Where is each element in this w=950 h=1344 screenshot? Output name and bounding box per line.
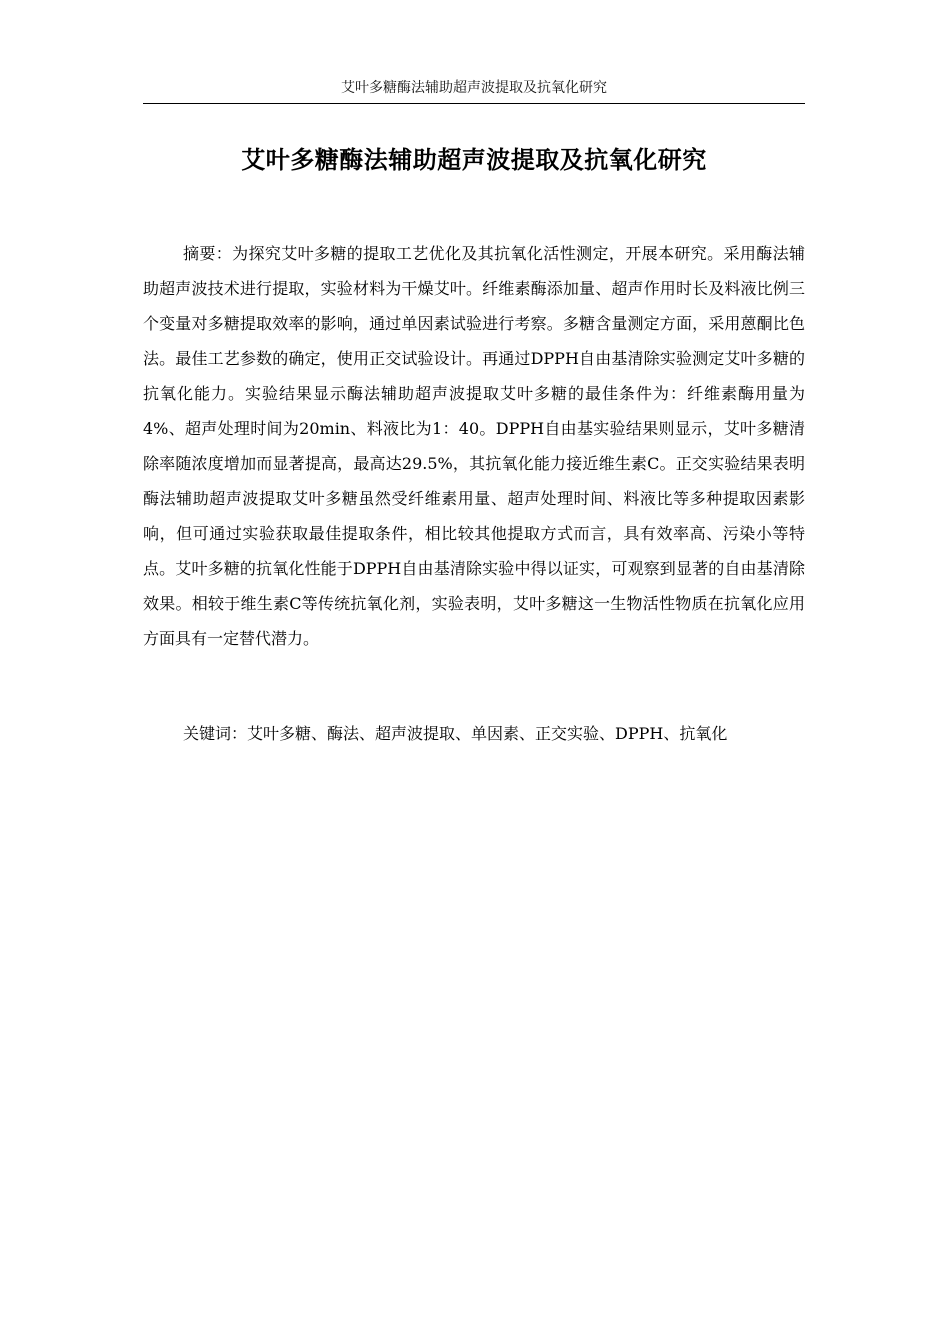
keywords-text: 艾叶多糖、酶法、超声波提取、单因素、正交实验、DPPH、抗氧化 (247, 724, 728, 743)
running-header: 艾叶多糖酶法辅助超声波提取及抗氧化研究 (341, 80, 607, 96)
keywords-label: 关键词： (183, 724, 248, 743)
abstract-text: 为探究艾叶多糖的提取工艺优化及其抗氧化活性测定，开展本研究。采用酶法辅助超声波技术进行提取，实验材料为干燥艾叶。纤维素酶添加量、超声作用时长及料液比例三个变量对多糖提取效率的影响，通过单因素试验进行考察。多糖含量测定方面，采用蒽酮比色法。最佳工艺参数的确定，使用正交试验设计。再通过DPPH自由基清除实验测定艾叶多糖的抗氧化能力。实验结果显示酶法辅助超声波提取艾叶多糖的最佳条件为：纤维素酶用量为4%、超声处理时间为20min、料液比为1：40。DPPH自由基实验结果则显示，艾叶多糖清除率随浓度增加而显著提高，最高达29.5%，其抗氧化能力接近维生素C。正交实验结果表明酶法辅助超声波提取艾叶多糖虽然受纤维素用量、超声处理时间、料液比等多种提取因素影响，但可通过实验获取最佳提取条件，相比较其他提取方式而言，具有效率高、污染小等特点。艾叶多糖的抗氧化性能于DPPH自由基清除实验中得以证实，可观察到显著的自由基清除效果。相较于维生素C等传统抗氧化剂，实验表明，艾叶多糖这一生物活性物质在抗氧化应用方面具有一定替代潜力。 (143, 244, 805, 648)
abstract-paragraph (143, 236, 805, 656)
document-title: 艾叶多糖酶法辅助超声波提取及抗氧化研究 (241, 146, 707, 174)
keywords-paragraph (143, 716, 805, 751)
header-rule (143, 103, 805, 104)
abstract-label: 摘要： (183, 244, 233, 263)
